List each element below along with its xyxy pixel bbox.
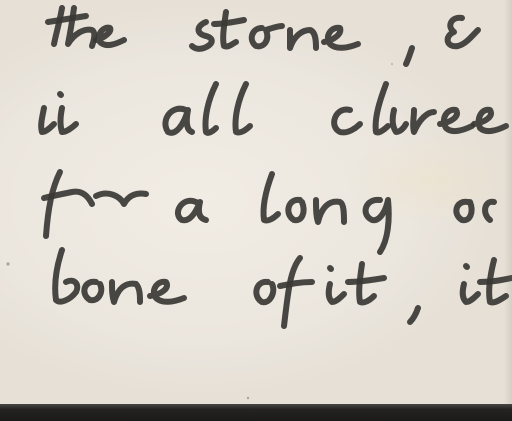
paper-speck [247,397,249,399]
handwritten-line-4 [50,250,512,326]
handwritten-line-2 [40,84,506,140]
handwritten-line-3 [37,172,494,252]
page-edge-shadow [504,0,512,404]
paper-speck [6,262,9,265]
paper-speck [391,63,393,65]
handwritten-line-1 [48,4,478,64]
scan-bottom-border [0,404,512,421]
